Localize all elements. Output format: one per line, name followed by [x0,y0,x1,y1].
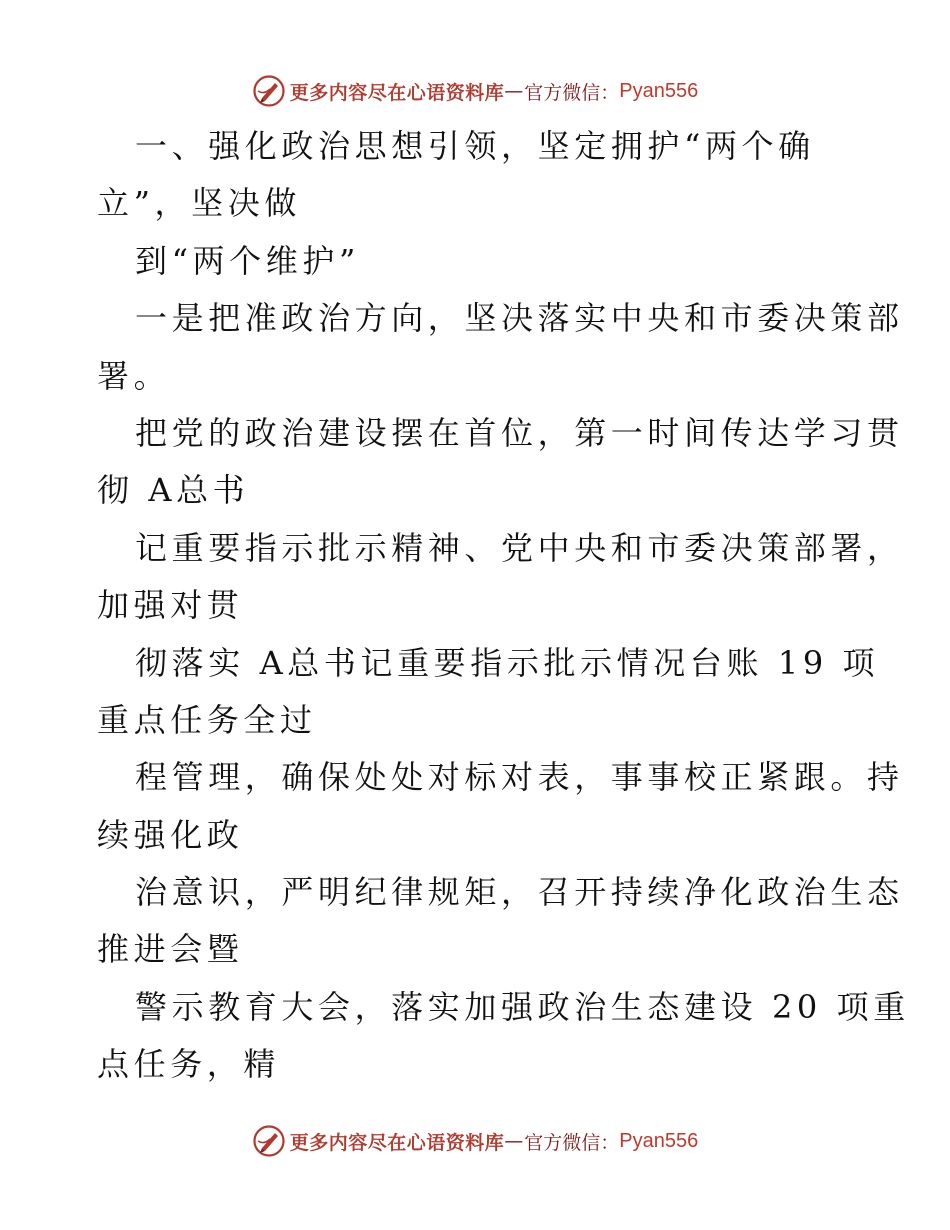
paragraph-line: 彻落实 A总书记重要指示批示情况台账 19 项 [135,643,880,682]
wechat-label: 官方微信： [524,1131,620,1154]
brand-text: 更多内容尽在心语资料库 [289,1131,505,1154]
brand-text: 更多内容尽在心语资料库 [289,81,505,104]
paragraph-line: 署。 [97,356,171,395]
paragraph-line: 重点任务全过 [97,700,317,739]
paragraph-line: 推进会暨 [97,930,244,969]
banner-separator: — [504,1130,523,1152]
paragraph-line: 警示教育大会，落实加强政治生态建设 20 项重 [135,987,910,1026]
footer-watermark-banner [0,1121,950,1161]
paragraph-line: 一是把准政治方向，坚决落实中央和市委决策部 [135,299,904,338]
paragraph-line: 治意识，严明纪律规矩，召开持续净化政治生态 [135,873,904,912]
paragraph-line: 程管理，确保处处对标对表，事事校正紧跟。持 [135,758,904,797]
header-watermark-banner [0,71,950,111]
paragraph-line: 续强化政 [97,815,244,854]
wechat-handle: Pyan556 [619,1129,699,1152]
paragraph-line: 把党的政治建设摆在首位，第一时间传达学习贯 [135,413,904,452]
paragraph-line: 立”，坚决做 [97,184,301,223]
paragraph-line: 彻 A总书 [97,471,250,510]
document-body [97,118,910,1094]
paragraph-line: 加强对贯 [97,586,244,625]
pen-logo-icon [252,74,286,108]
paragraph-line: 到“两个维护” [135,241,360,280]
paragraph-line: 点任务，精 [97,1045,281,1084]
wechat-handle: Pyan556 [619,79,699,102]
pen-logo-icon [252,1124,286,1158]
paragraph-line: 一、强化政治思想引领，坚定拥护“两个确 [135,127,815,165]
wechat-label: 官方微信： [524,81,620,104]
banner-separator: — [504,80,523,102]
paragraph-line: 记重要指示批示精神、党中央和市委决策部署， [135,528,904,567]
